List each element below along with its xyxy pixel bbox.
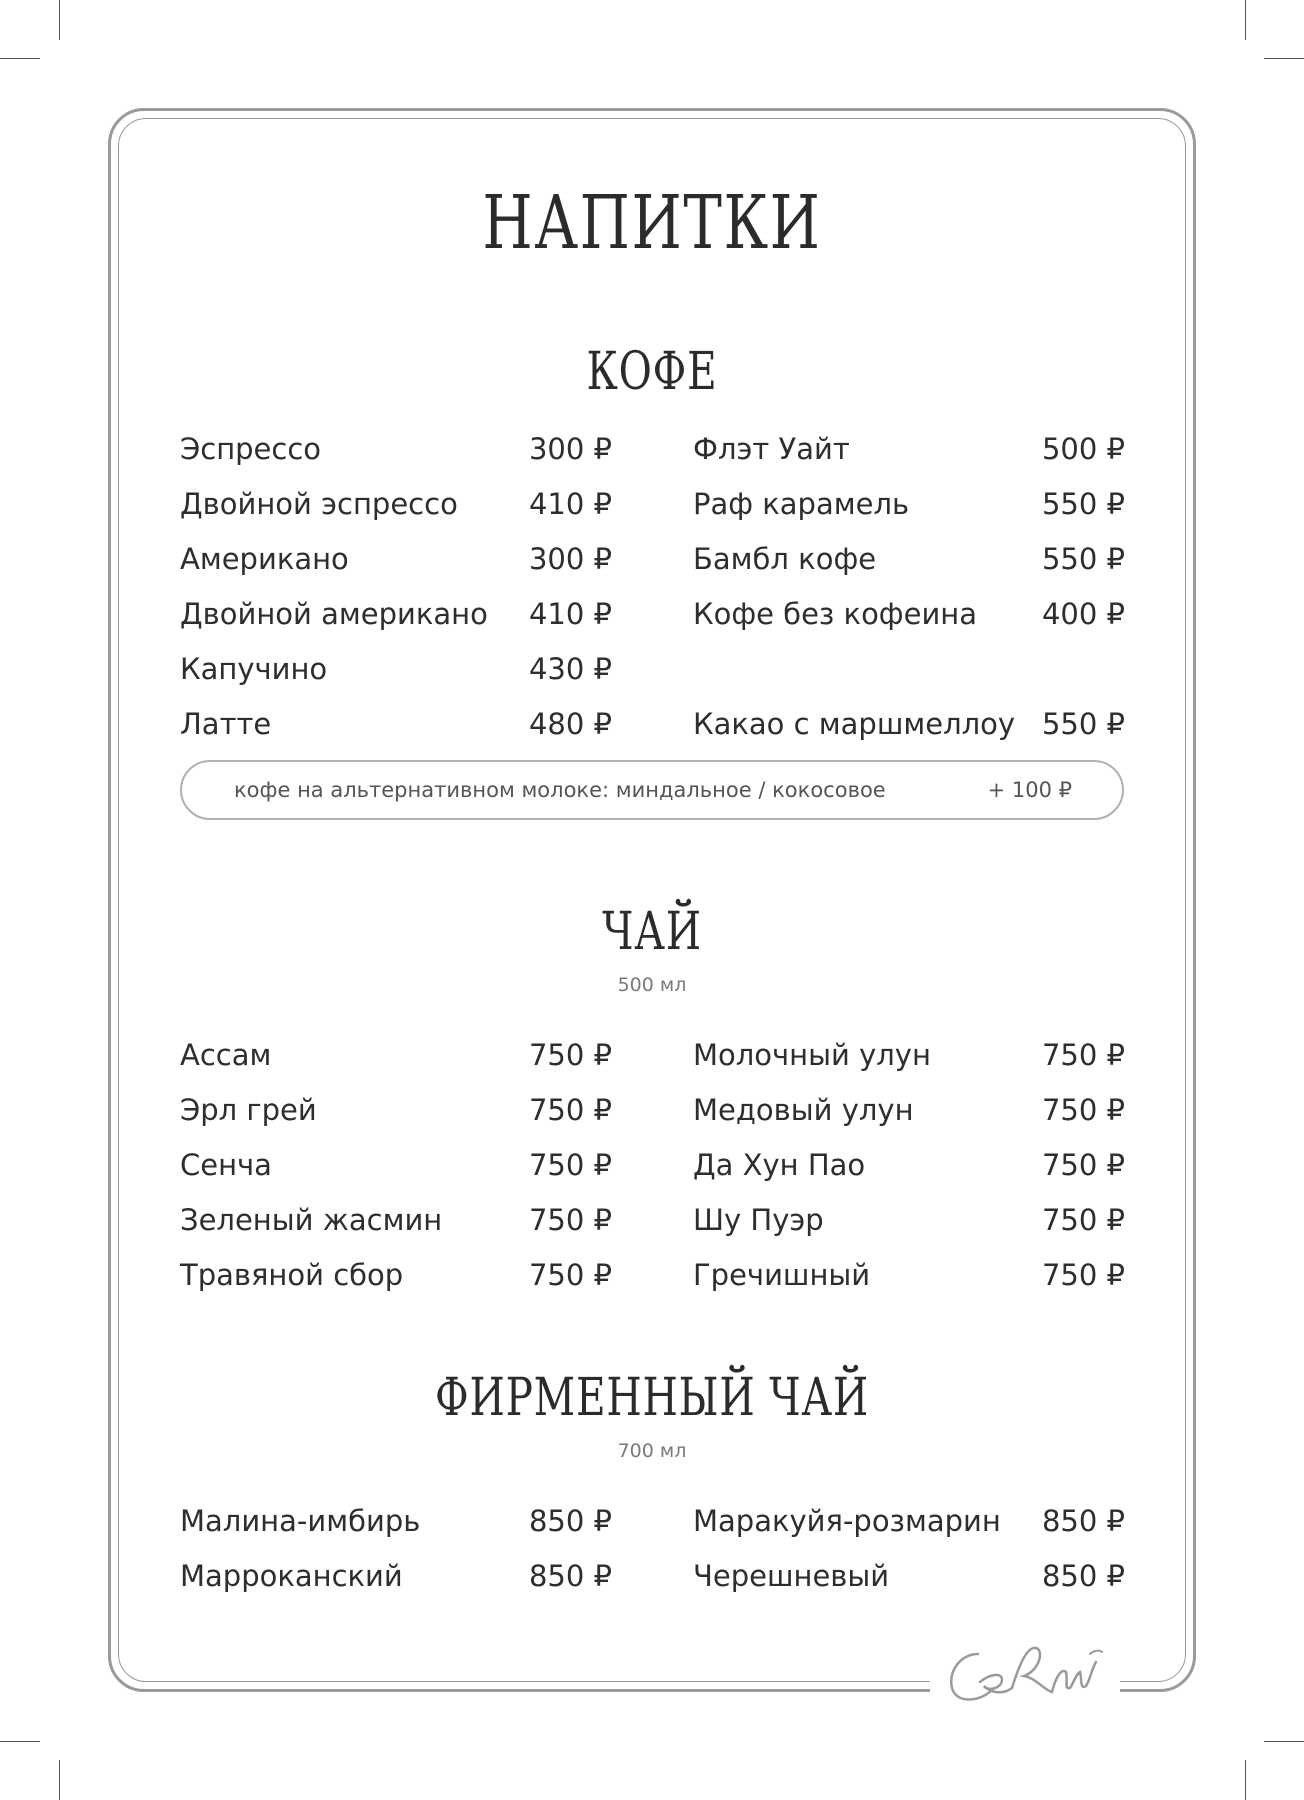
crop-mark [59, 1760, 60, 1800]
item-name: Двойной американо [180, 597, 488, 631]
menu-item [693, 1258, 1125, 1313]
menu-item [180, 1093, 612, 1148]
item-price: 550 ₽ [1041, 542, 1125, 576]
item-price: 850 ₽ [1041, 1559, 1125, 1593]
menu-item [693, 542, 1125, 597]
crop-mark [1245, 0, 1246, 40]
crop-mark [1264, 58, 1304, 59]
signature-tea-list-right [693, 1504, 1125, 1614]
item-price: 400 ₽ [1041, 597, 1125, 631]
item-name: Эрл грей [180, 1093, 317, 1127]
item-name: Раф карамель [693, 487, 910, 521]
menu-item [180, 597, 612, 652]
tea-list-left [180, 1038, 612, 1313]
item-price: 750 ₽ [1041, 1093, 1125, 1127]
item-name: Флэт Уайт [693, 432, 850, 466]
menu-item [180, 542, 612, 597]
tea-list-right [693, 1038, 1125, 1313]
item-name: Шу Пуэр [693, 1203, 824, 1237]
item-price: 430 ₽ [528, 652, 612, 686]
item-price: 480 ₽ [528, 707, 612, 741]
menu-item [180, 432, 612, 487]
item-name: Малина-имбирь [180, 1504, 421, 1538]
item-name: Американо [180, 542, 349, 576]
crop-mark [0, 58, 40, 59]
item-name: Капучино [180, 652, 328, 686]
cocoa-item-container [693, 707, 1125, 762]
menu-item [693, 487, 1125, 542]
item-price: 550 ₽ [1041, 707, 1125, 741]
item-price: 750 ₽ [1041, 1038, 1125, 1072]
item-price: 750 ₽ [528, 1038, 612, 1072]
menu-item [693, 432, 1125, 487]
menu-item [180, 707, 612, 762]
menu-item [180, 1504, 612, 1559]
item-name: Ассам [180, 1038, 272, 1072]
coffee-list-right [693, 432, 1125, 652]
alt-milk-note [180, 760, 1124, 820]
item-name: Травяной сбор [180, 1258, 404, 1292]
crop-mark [1245, 1760, 1246, 1800]
section-title-coffee: КОФЕ [586, 342, 718, 402]
item-price: 750 ₽ [1041, 1148, 1125, 1182]
item-price: 550 ₽ [1041, 487, 1125, 521]
menu-item [693, 597, 1125, 652]
item-price: 850 ₽ [528, 1504, 612, 1538]
item-name: Да Хун Пао [693, 1148, 866, 1182]
item-price: 750 ₽ [1041, 1258, 1125, 1292]
menu-item [180, 1559, 612, 1614]
item-price: 750 ₽ [1041, 1203, 1125, 1237]
item-name: Какао с маршмеллоу [693, 707, 1016, 741]
item-price: 750 ₽ [528, 1258, 612, 1292]
coffee-list-left [180, 432, 612, 762]
alt-milk-note-text: кофе на альтернативном молоке: миндальное / кокосовое [234, 778, 886, 802]
menu-item [180, 1203, 612, 1258]
item-name: Сенча [180, 1148, 272, 1182]
item-name: Двойной эспрессо [180, 487, 458, 521]
signature-tea-volume: 700 мл [617, 1440, 687, 1462]
item-name: Латте [180, 707, 272, 741]
menu-item [180, 1148, 612, 1203]
tea-volume: 500 мл [617, 974, 687, 996]
menu-item [180, 652, 612, 707]
item-name: Кофе без кофеина [693, 597, 978, 631]
menu-item [180, 487, 612, 542]
item-price: 850 ₽ [1041, 1504, 1125, 1538]
item-name: Медовый улун [693, 1093, 914, 1127]
menu-item [693, 1093, 1125, 1148]
crop-mark [0, 1741, 40, 1742]
menu-item [693, 1148, 1125, 1203]
section-title-signature-tea: ФИРМЕННЫЙ ЧАЙ [435, 1368, 869, 1428]
menu-item [180, 1038, 612, 1093]
item-price: 410 ₽ [528, 597, 612, 631]
item-name: Зеленый жасмин [180, 1203, 443, 1237]
item-name: Бамбл кофе [693, 542, 877, 576]
menu-item-cocoa [693, 707, 1125, 762]
menu-item [693, 1038, 1125, 1093]
item-price: 750 ₽ [528, 1203, 612, 1237]
item-price: 500 ₽ [1041, 432, 1125, 466]
signature-tea-list-left [180, 1504, 612, 1614]
item-price: 300 ₽ [528, 432, 612, 466]
menu-item [693, 1504, 1125, 1559]
item-name: Молочный улун [693, 1038, 931, 1072]
menu-item [693, 1203, 1125, 1258]
crop-mark [59, 0, 60, 40]
item-price: 850 ₽ [528, 1559, 612, 1593]
item-price: 750 ₽ [528, 1093, 612, 1127]
item-price: 410 ₽ [528, 487, 612, 521]
item-name: Маракуйя-розмарин [693, 1504, 1001, 1538]
item-price: 300 ₽ [528, 542, 612, 576]
item-name: Гречишный [693, 1258, 871, 1292]
signature-logo [940, 1632, 1110, 1712]
section-title-tea: ЧАЙ [602, 902, 702, 962]
alt-milk-note-price: + 100 ₽ [987, 778, 1072, 802]
item-price: 750 ₽ [528, 1148, 612, 1182]
menu-item [693, 1559, 1125, 1614]
item-name: Марроканский [180, 1559, 403, 1593]
crop-mark [1264, 1741, 1304, 1742]
page-title: НАПИТКИ [482, 180, 822, 266]
menu-item [180, 1258, 612, 1313]
item-name: Эспрессо [180, 432, 322, 466]
item-name: Черешневый [693, 1559, 890, 1593]
